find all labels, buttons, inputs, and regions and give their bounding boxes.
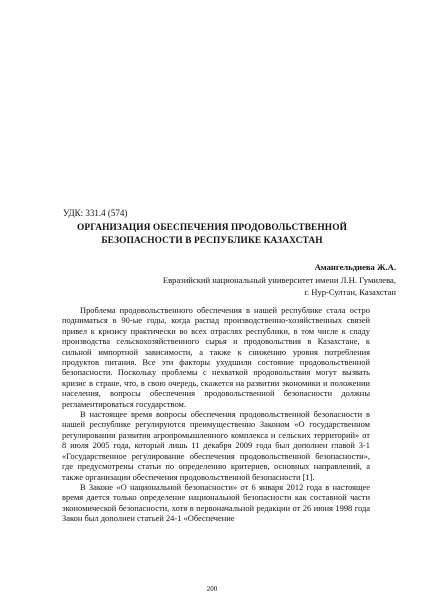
title-line-1: ОРГАНИЗАЦИЯ ОБЕСПЕЧЕНИЯ ПРОДОВОЛЬСТВЕННОЙ — [77, 223, 347, 233]
article-body — [62, 305, 370, 524]
author-block — [40, 261, 396, 299]
title-line-2: БЕЗОПАСНОСТИ В РЕСПУБЛИКЕ КАЗАХСТАН — [101, 236, 323, 246]
page-number: 200 — [206, 585, 218, 593]
article-title — [40, 222, 384, 248]
author-name: Амангельдиева Ж.А. — [314, 262, 396, 272]
udk-code: УДК: 331.4 (574) — [63, 208, 128, 218]
paragraph: В Законе «О национальной безопасности» от 6 января 2012 года в настоящее время дается только определение национальной безопасности как составной части экономической безопасности, хотя в первоначальной редакции от 26 июня 1998 года Закон был дополнен статьей 24-1 «Обеспечение — [62, 481, 370, 524]
paragraph: В настоящее время вопросы обеспечения продовольственной безопасности в нашей республике регулируются преимущественно Законом «О государственном регулировании развития агропромышленного комплекса и сельских территорий» от 8 июля 2005 года, который лишь 11 декабря 2009 года был дополнен главой 3-1 «Государственное регулирование обеспечения продовольственной безопасности», где предусмотрены статьи по определению критериев, основных направлений, а также организации обеспечения продовольственной безопасности [1]. — [62, 409, 370, 482]
paragraph: Проблема продовольственного обеспечения в нашей республике стала остро подниматься в 90-ые годы, когда распад производственно-хозяйственных связей привел к кризису практически во всех отраслях республики, в том числе к спаду производства сельскохозяйственного сырья и продовольствия в Казахстане, к сильной импортной зависимости, а также к снижению уровня потребления продуктов питания. Все эти факторы ухудшили состояние продовольственной безопасности. Поскольку проблемы с нехваткой продовольствия могут вызвать кризис в стране, что, в свою очередь, скажется на развитии экономики и положении населения, вопросы обеспечения продовольственной безопасности должны регламентироваться государством. — [62, 305, 370, 409]
author-affiliation: Евразийский национальный университет имени Л.Н. Гумилева, — [162, 274, 396, 285]
author-city: г. Нур-Султан, Казахстан — [304, 287, 396, 297]
